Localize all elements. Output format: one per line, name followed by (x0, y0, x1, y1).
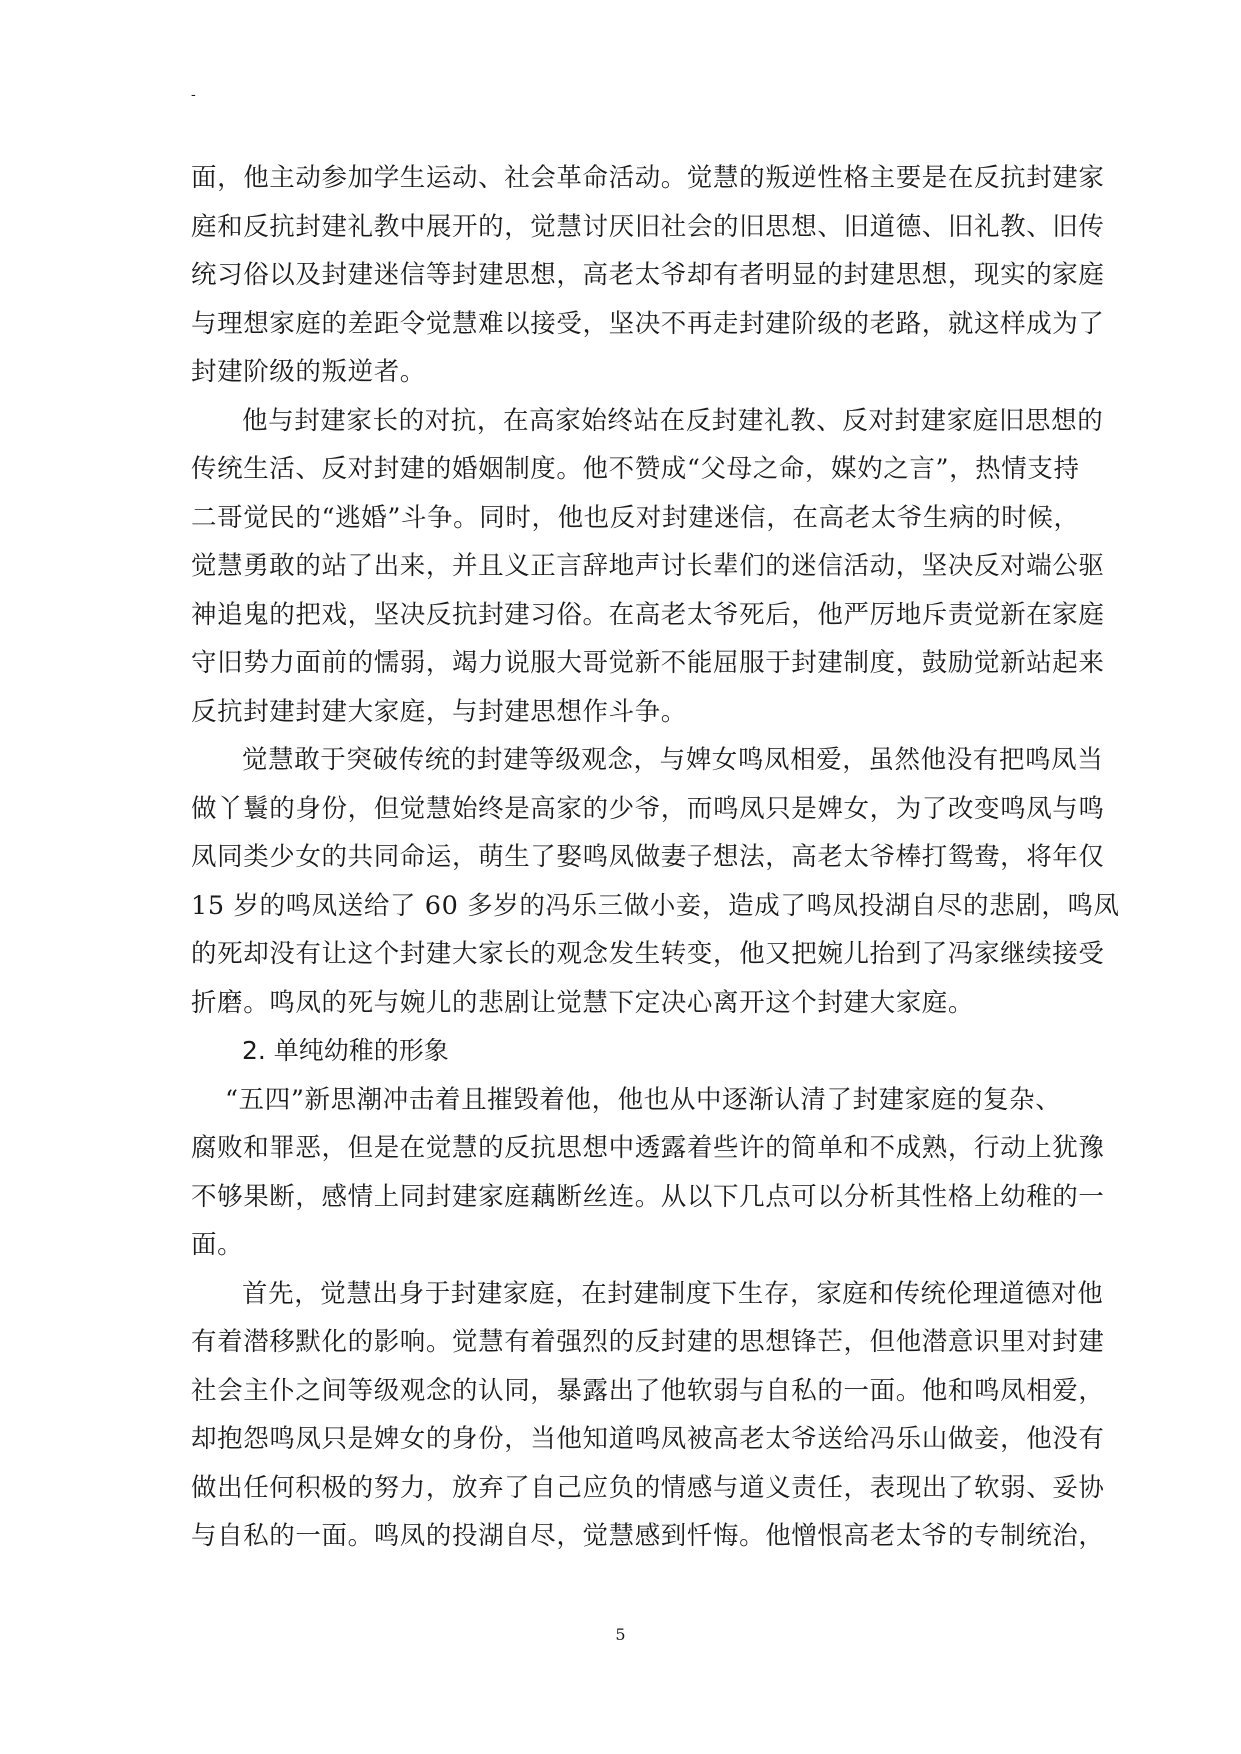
text-line: 守旧势力面前的懦弱，竭力说服大哥觉新不能屈服于封建制度，鼓励觉新站起来 (191, 648, 1105, 678)
text-line: 传统生活、反对封建的婚姻制度。他不赞成“父母之命，媒妁之言”，热情支持 (191, 454, 1080, 484)
paragraph-2 (191, 397, 1105, 737)
section-heading: 2. 单纯幼稚的形象 (242, 1036, 449, 1065)
paragraph-1 (191, 154, 1105, 397)
text-line: 社会主仆之间等级观念的认同，暴露出了他软弱与自私的一面。他和鸣凤相爱， (191, 1375, 1105, 1406)
text-line: “五四”新思潮冲击着且摧毁着他，他也从中逐渐认清了封建家庭的复杂、 (225, 1084, 1062, 1115)
text-line: 折磨。鸣凤的死与婉儿的悲剧让觉慧下定决心离开这个封建大家庭。 (191, 987, 975, 1018)
text-line: 二哥觉民的“逃婚”斗争。同时，他也反对封建迷信，在高老太爷生病的时候， (191, 502, 1080, 533)
text-line: 的死却没有让这个封建大家长的观念发生转变，他又把婉儿抬到了冯家继续接受 (191, 939, 1105, 969)
text-line: 做出任何积极的努力，放弃了自己应负的情感与道义责任，表现出了软弱、妥协 (191, 1472, 1105, 1503)
header-mark: - (191, 87, 196, 103)
text-line: 做丫鬟的身份，但觉慧始终是高家的少爷，而鸣凤只是婢女，为了改变鸣凤与鸣 (191, 793, 1105, 824)
paragraph-3 (191, 736, 1120, 1027)
page-number: 5 (615, 1625, 626, 1644)
text-line: 不够果断，感情上同封建家庭藕断丝连。从以下几点可以分析其性格上幼稚的一 (191, 1181, 1105, 1212)
paragraph-4 (191, 1076, 1105, 1270)
text-line: 首先，觉慧出身于封建家庭，在封建制度下生存，家庭和传统伦理道德对他 (242, 1278, 1104, 1309)
text-line: 觉慧勇敢的站了出来，并且义正言辞地声讨长辈们的迷信活动，坚决反对端公驱 (191, 551, 1105, 581)
text-line: 却抱怨鸣凤只是婢女的身份，当他知道鸣凤被高老太爷送给冯乐山做妾，他没有 (191, 1424, 1105, 1454)
text-line: 反抗封建封建大家庭，与封建思想作斗争。 (191, 696, 687, 727)
text-line: 庭和反抗封建礼教中展开的，觉慧讨厌旧社会的旧思想、旧道德、旧礼教、旧传 (191, 211, 1105, 242)
text-line: 凤同类少女的共同命运，萌生了娶鸣凤做妻子想法，高老太爷棒打鸳鸯，将年仅 (191, 842, 1105, 872)
text-line: 统习俗以及封建迷信等封建思想，高老太爷却有者明显的封建思想，现实的家庭 (191, 260, 1105, 290)
text-line: 他与封建家长的对抗，在高家始终站在反封建礼教、反对封建家庭旧思想的 (242, 405, 1104, 436)
page-content (191, 154, 1120, 1561)
text-line: 与自私的一面。鸣凤的投湖自尽，觉慧感到忏悔。他憎恨高老太爷的专制统治， (191, 1521, 1105, 1551)
text-line: 与理想家庭的差距令觉慧难以接受，坚决不再走封建阶级的老路，就这样成为了 (191, 308, 1105, 339)
text-line: 面，他主动参加学生运动、社会革命活动。觉慧的叛逆性格主要是在反抗封建家 (191, 163, 1105, 193)
text-line: 有着潜移默化的影响。觉慧有着强烈的反封建的思想锋芒，但他潜意识里对封建 (191, 1327, 1105, 1357)
paragraph-5 (191, 1270, 1105, 1561)
text-line: 腐败和罪恶，但是在觉慧的反抗思想中透露着些许的简单和不成熟，行动上犹豫 (191, 1133, 1105, 1163)
text-line: 15 岁的鸣凤送给了 60 多岁的冯乐三做小妾，造成了鸣凤投湖自尽的悲剧，鸣凤 (191, 890, 1120, 921)
text-line: 神追鬼的把戏，坚决反抗封建习俗。在高老太爷死后，他严厉地斥责觉新在家庭 (191, 599, 1105, 630)
text-line: 封建阶级的叛逆者。 (191, 357, 426, 387)
text-line: 面。 (191, 1230, 244, 1260)
text-line: 觉慧敢于突破传统的封建等级观念，与婢女鸣凤相爱，虽然他没有把鸣凤当 (242, 745, 1104, 775)
